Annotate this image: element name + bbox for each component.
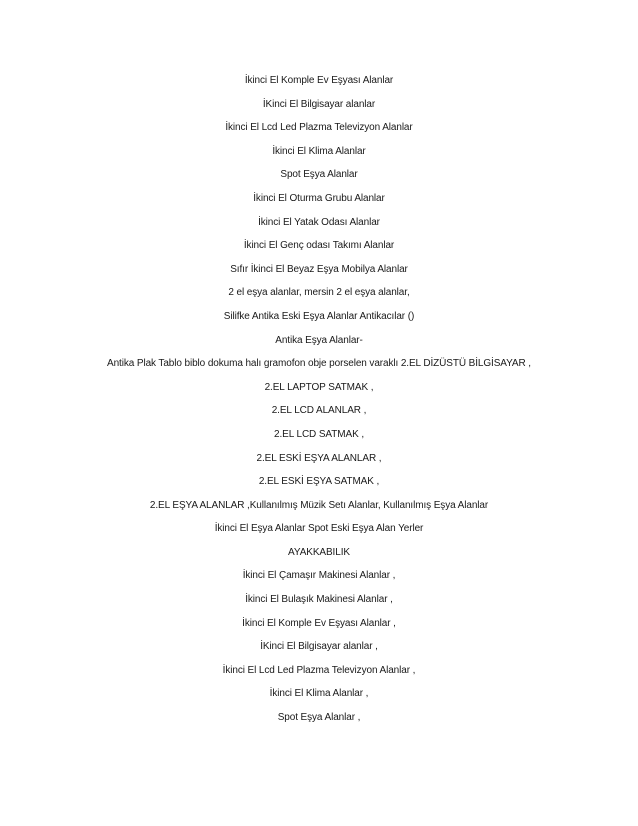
text-line: İkinci El Oturma Grubu Alanlar (253, 192, 385, 204)
text-line: İkinci El Yatak Odası Alanlar (258, 216, 380, 228)
text-line: İkinci El Lcd Led Plazma Televizyon Alanlar , (222, 664, 416, 676)
text-line: 2.EL ESKİ EŞYA SATMAK , (258, 476, 380, 488)
text-line: 2.EL ESKİ EŞYA ALANLAR , (256, 452, 382, 464)
document-text-lines (0, 74, 638, 735)
text-line: Spot Eşya Alanlar , (277, 712, 361, 724)
text-line: İkinci El Genç odası Takımı Alanlar (243, 240, 395, 252)
text-line: AYAKKABILIK (288, 546, 350, 558)
text-line: 2.EL LCD SATMAK , (274, 428, 364, 440)
text-line: İKinci El Bilgisayar alanlar (262, 98, 376, 110)
text-line: İKinci El Bilgisayar alanlar , (260, 641, 378, 653)
text-line: Antika Eşya Alanlar- (275, 334, 363, 346)
text-line: Spot Eşya Alanlar (280, 169, 358, 181)
text-line: Antika Plak Tablo biblo dokuma halı gramofon obje porselen varaklı 2.EL DİZÜSTÜ BİLGİSAYAR , (107, 358, 531, 370)
text-line: İkinci El Bulaşık Makinesi Alanlar , (245, 594, 393, 606)
text-line: İkinci El Lcd Led Plazma Televizyon Alanlar (225, 122, 413, 134)
text-line: 2.EL LCD ALANLAR , (271, 405, 367, 417)
text-line: 2.EL EŞYA ALANLAR ,Kullanılmış Müzik Setı Alanlar, Kullanılmış Eşya Alanlar (149, 499, 489, 511)
text-line: İkinci El Klima Alanlar (272, 145, 366, 157)
text-line: İkinci El Komple Ev Eşyası Alanlar (244, 75, 394, 86)
text-line: İkinci El Eşya Alanlar Spot Eski Eşya Alan Yerler (214, 523, 424, 535)
text-line: 2.EL LAPTOP SATMAK , (264, 381, 374, 393)
text-line: Sıfır İkinci El Beyaz Eşya Mobilya Alanlar (230, 263, 408, 275)
text-line: İkinci El Komple Ev Eşyası Alanlar , (242, 617, 396, 629)
text-line: İkinci El Klima Alanlar , (269, 688, 369, 700)
text-line: 2 el eşya alanlar, mersin 2 el eşya alanlar, (228, 287, 410, 299)
text-line: Silifke Antika Eski Eşya Alanlar Antikacılar () (223, 310, 415, 322)
text-line: İkinci El Çamaşır Makinesi Alanlar , (242, 570, 396, 582)
